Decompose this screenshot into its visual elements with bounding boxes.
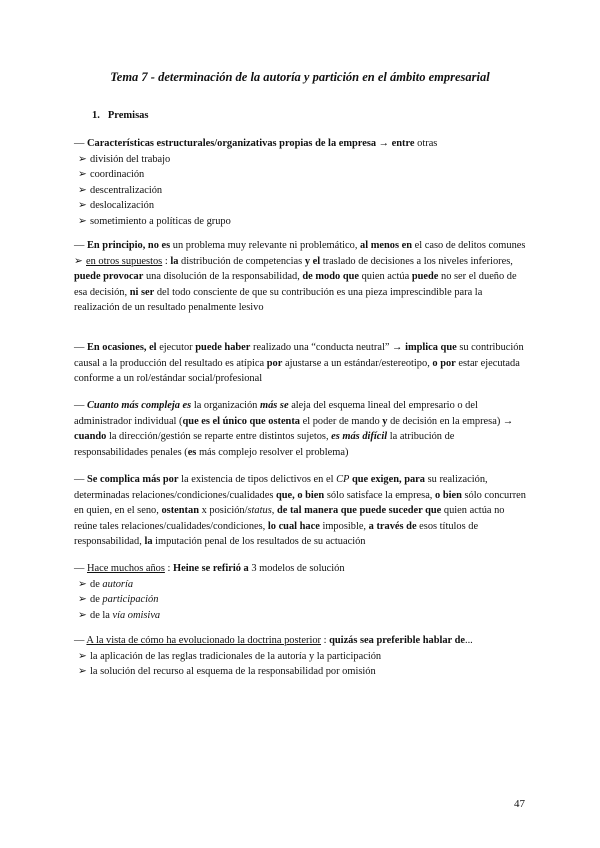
paragraph-heine-models: — Hace muchos años : Heine se refirió a 3 modelos de solución ➢ de autoría ➢ de participación ➢ de la vía omisiva	[74, 561, 526, 623]
list-item: ➢ de participación	[78, 592, 526, 608]
document-title: Tema 7 - determinación de la autoría y partición en el ámbito empresarial	[110, 70, 490, 84]
list-item: ➢ descentralización	[78, 183, 526, 199]
paragraph-principle: — En principio, no es un problema muy relevante ni problemático, al menos en el caso de delitos comunes ➢ en otros supuestos : la distribución de competencias y el traslado de decisiones a los niveles inferiores, puede provocar una disolución de la responsabilidad, de modo que quien actúa puede no ser el dueño de esa decisión, ni ser del todo consciente de que su contribución es una pieza imprescindible para la realización de un resultado penalmente lesivo	[74, 238, 526, 316]
bullet-arrow-icon: ➢	[78, 215, 87, 227]
bullet-arrow-icon: ➢	[78, 609, 87, 621]
section-label: Premisas	[107, 110, 149, 121]
bullet-arrow-icon: ➢	[78, 666, 87, 678]
list-item: ➢ de autoría	[78, 577, 526, 593]
section-number: 1.	[92, 110, 100, 121]
list-item: ➢ la aplicación de las reglas tradicionales de la autoría y la participación	[78, 649, 526, 665]
bullet-arrow-icon: ➢	[78, 578, 87, 590]
bullet-arrow-icon: ➢	[78, 153, 87, 165]
bullet-arrow-icon: ➢	[78, 184, 87, 196]
paragraph-complexity: — Cuanto más compleja es la organización más se aleja del esquema lineal del empresario o del administrador individual (que es el único que ostenta el poder de mando y de decisión en la empresa) → cuando la dirección/gestión se reparte entre distintos sujetos, es más difícil la atribución de responsabilidades penales (es más complejo resolver el problema)	[74, 400, 514, 458]
bullet-arrow-icon: ➢	[78, 169, 87, 181]
list-item: ➢ de la vía omisiva	[78, 608, 526, 624]
page-number: 47	[514, 798, 525, 810]
bullet-arrow-icon: ➢	[78, 594, 87, 606]
paragraph-doctrine: — A la vista de cómo ha evolucionado la doctrina posterior : quizás sea preferible hablar de... ➢ la aplicación de las reglas tradicionales de la autoría y la participación ➢ la solución del recurso al esquema de la responsabilidad por omisión	[74, 633, 526, 680]
paragraph-lead: — Características estructurales/organizativas propias de la empresa → entre otras	[74, 138, 438, 149]
paragraph-neutral-conduct: — En ocasiones, el ejecutor puede haber realizado una “conducta neutral” → implica que su contribución causal a la producción del resultado es atípica por ajustarse a un estándar/estereotipo, o por estar ejecutada conforme a un rol/estándar social/profesional	[74, 342, 524, 385]
bullet-arrow-icon: ➢	[78, 200, 87, 212]
list-item: ➢ deslocalización	[78, 198, 526, 214]
list-item: ➢ coordinación	[78, 167, 526, 183]
bullet-arrow-icon: ➢	[78, 650, 87, 662]
paragraph-structural-features	[74, 136, 526, 230]
list-item: ➢ división del trabajo	[78, 152, 526, 168]
list-item: ➢ sometimiento a políticas de grupo	[78, 214, 526, 230]
list-item: ➢ la solución del recurso al esquema de la responsabilidad por omisión	[78, 664, 526, 680]
list-item: ➢ en otros supuestos : la distribución de competencias y el traslado de decisiones a los niveles inferiores, puede provocar una disolución de la responsabilidad, de modo que quien actúa puede no ser el dueño de esa decisión, ni ser del todo consciente de que su contribución es una pieza imprescindible para la realización de un resultado penalmente lesivo	[74, 255, 517, 314]
paragraph-offence-types: — Se complica más por la existencia de tipos delictivos en el CP que exigen, para su realización, determinadas relaciones/condiciones/cualidades que, o bien sólo satisface la empresa, o bien sólo concurren en quien, en el seno, ostentan x posición/status, de tal manera que puede suceder que quien actúa no reúne tales relaciones/cualidades/condiciones, lo cual hace imposible, a través de esos títulos de responsabilidad, la imputación penal de los resultados de su actuación	[74, 474, 526, 548]
section-heading	[92, 110, 149, 121]
bullet-arrow-icon: ➢	[74, 255, 83, 267]
